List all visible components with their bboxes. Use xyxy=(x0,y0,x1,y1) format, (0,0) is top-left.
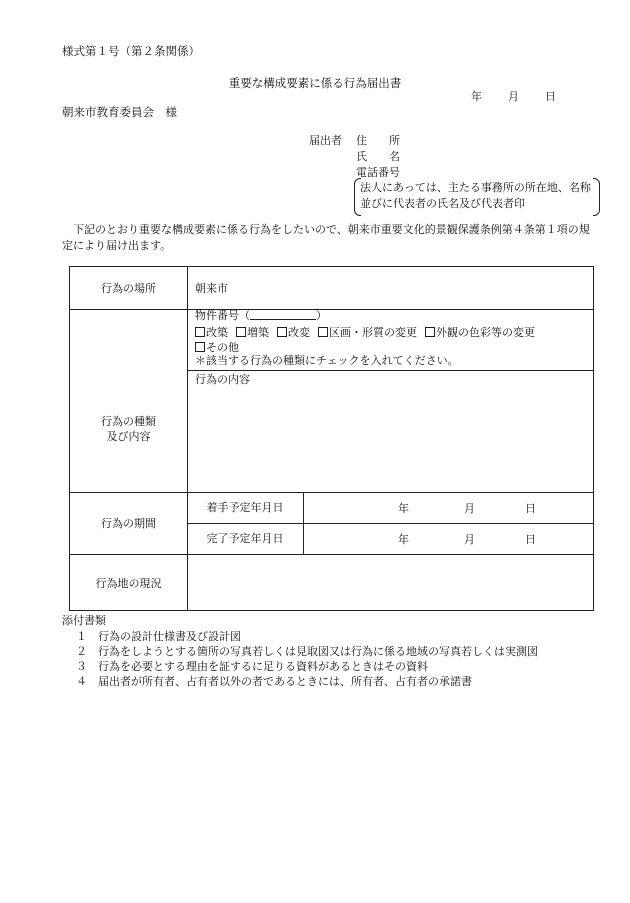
attachment-num: １ xyxy=(76,630,87,643)
property-number-close: ） xyxy=(316,309,327,322)
type-options xyxy=(195,324,535,340)
label-column-divider xyxy=(187,267,188,610)
date-year-label: 年 xyxy=(471,90,482,103)
address-label: 住 所 xyxy=(356,134,400,147)
content-label: 行為の内容 xyxy=(195,373,250,386)
attachments-title: 添付書類 xyxy=(62,614,106,627)
end-day: 日 xyxy=(525,533,536,546)
period-label: 行為の期間 xyxy=(101,517,156,530)
property-number-field[interactable] xyxy=(250,309,316,320)
attachment-text: 行為の設計仕様書及び設計図 xyxy=(98,630,241,643)
option-extension: 増築 xyxy=(247,326,269,339)
attachment-num: ２ xyxy=(76,645,87,658)
attachment-item xyxy=(76,675,472,689)
attachment-text: 届出者が所有者、占有者以外の者であるときには、所有者、占有者の承諾書 xyxy=(98,675,472,688)
attachment-item xyxy=(76,645,538,659)
type-content-divider xyxy=(187,370,593,371)
row-divider-3 xyxy=(70,554,593,555)
addressee: 朝来市教育委員会 様 xyxy=(62,105,177,119)
type-label-line1: 行為の種類 xyxy=(101,415,156,428)
checkbox-other[interactable] xyxy=(195,342,205,352)
checkbox-land-change[interactable] xyxy=(318,327,328,337)
start-year: 年 xyxy=(398,502,409,515)
checkbox-extension[interactable] xyxy=(236,327,246,337)
notification-table xyxy=(69,266,594,611)
checkbox-color-change[interactable] xyxy=(425,327,435,337)
option-alteration: 改変 xyxy=(288,326,310,339)
date-month-label: 月 xyxy=(508,90,519,103)
attachment-item xyxy=(76,660,428,674)
end-month: 月 xyxy=(464,533,475,546)
row-divider-2 xyxy=(70,492,593,493)
submission-date xyxy=(471,90,556,104)
phone-label: 電話番号 xyxy=(356,166,400,179)
attachment-num: ３ xyxy=(76,660,87,673)
location-label: 行為の場所 xyxy=(101,282,156,295)
period-divider xyxy=(187,523,593,524)
option-other: その他 xyxy=(206,341,239,354)
row-divider-1 xyxy=(70,309,593,310)
end-year: 年 xyxy=(398,533,409,546)
property-number-label: 物件番号（ xyxy=(195,309,250,322)
end-date-label: 完了予定年月日 xyxy=(206,532,284,545)
start-day: 日 xyxy=(525,502,536,515)
current-state-label: 行為地の現況 xyxy=(95,577,162,590)
start-date-label: 着手予定年月日 xyxy=(206,501,284,514)
type-note: ＊該当する行為の種類にチェックを入れてください。 xyxy=(195,354,459,367)
attachment-text: 行為を必要とする理由を証するに足りる資料があるときはその資料 xyxy=(98,660,428,673)
end-date-value[interactable] xyxy=(303,531,593,546)
form-number: 様式第１号（第２条関係） xyxy=(62,44,200,58)
start-date-value[interactable] xyxy=(303,500,593,515)
start-month: 月 xyxy=(464,502,475,515)
name-label: 氏 名 xyxy=(356,150,400,163)
option-rebuild: 改築 xyxy=(206,326,228,339)
corporate-note: 法人にあっては、主たる事務所の所在地、名称並びに代表者の氏名及び代表者印 xyxy=(360,181,591,210)
type-label xyxy=(70,414,187,444)
document-title: 重要な構成要素に係る行為届出書 xyxy=(228,76,402,90)
option-color-change: 外観の色彩等の変更 xyxy=(436,326,535,339)
location-value: 朝来市 xyxy=(195,282,228,295)
applicant-label: 届出者 xyxy=(309,134,342,147)
attachment-text: 行為をしようとする箇所の写真若しくは見取図又は行為に係る地域の写真若しくは実測図 xyxy=(98,645,538,658)
property-number xyxy=(195,308,327,323)
type-label-line2: 及び内容 xyxy=(106,430,151,443)
option-land-change: 区画・形質の変更 xyxy=(329,326,417,339)
corporate-note-box xyxy=(354,178,600,214)
checkbox-alteration[interactable] xyxy=(277,327,287,337)
attachment-num: ４ xyxy=(76,675,87,688)
attachment-item xyxy=(76,630,241,644)
intro-paragraph: 下記のとおり重要な構成要素に係る行為をしたいので、朝来市重要文化的景観保護条例第４条第１項の規定により届け出ます。 xyxy=(62,223,590,252)
date-day-label: 日 xyxy=(545,90,556,103)
checkbox-rebuild[interactable] xyxy=(195,327,205,337)
